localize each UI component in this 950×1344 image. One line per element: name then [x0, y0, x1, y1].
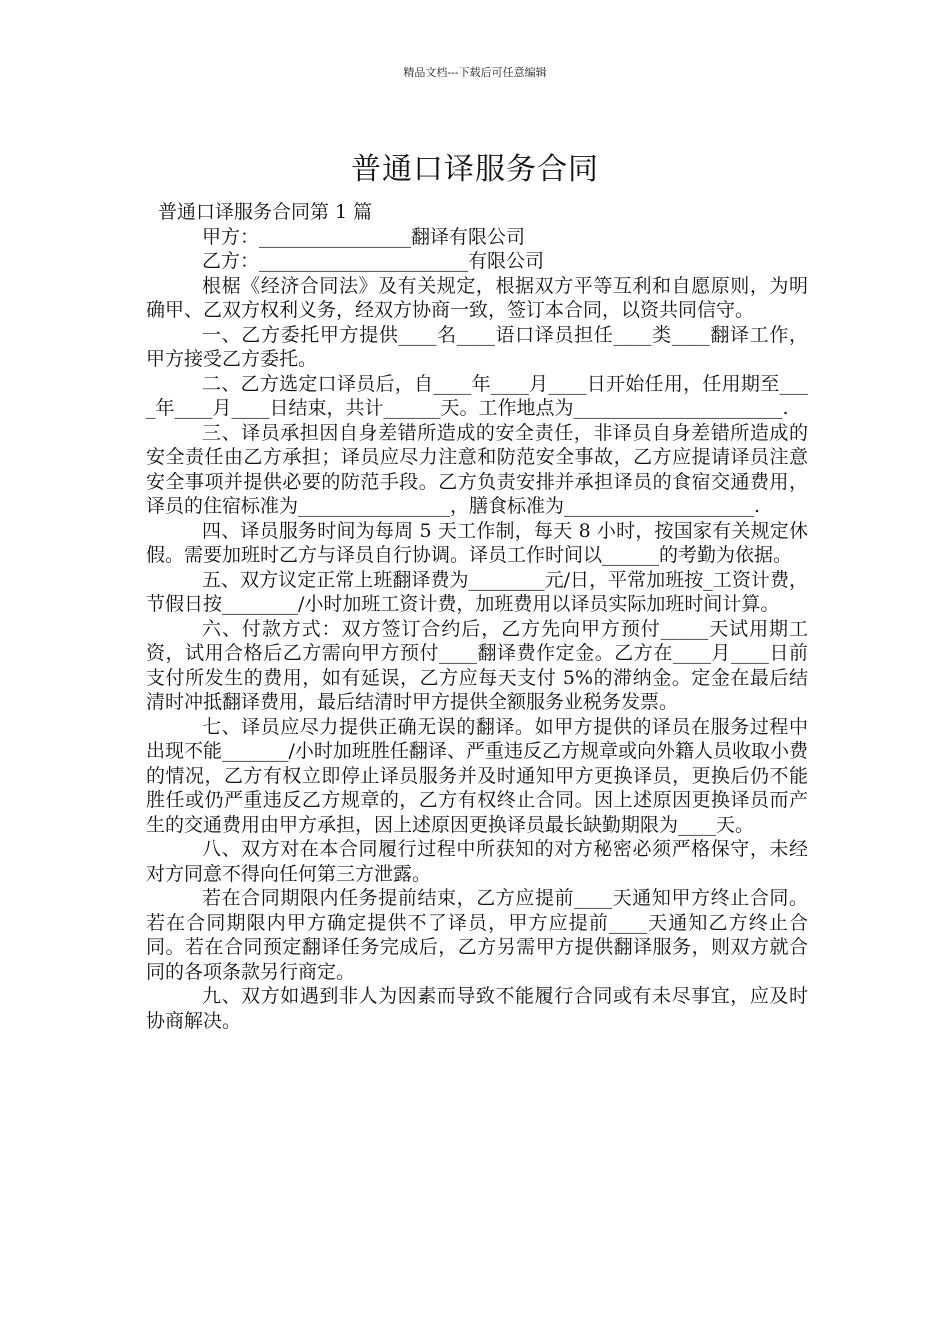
clause-8-continued: 若在合同期限内任务提前结束，乙方应提前____天通知甲方终止合同。若在合同期限内甲方确定提供不了译员，甲方应提前____天通知乙方终止合同。若在合同预定翻译任务完成后，乙方另需甲方提供翻译服务，则双方就合同的各项条款另行商定。	[146, 887, 808, 983]
clause-3: 三、译员承担因自身差错所造成的安全责任，非译员自身差错所造成的安全责任由乙方承担；译员应尽力注意和防范安全事故，乙方应提请译员注意安全事项并提供必要的防范手段。乙方负责安排并承担译员的食宿交通费用，译员的住宿标准为________________，膳食标准为____________________.	[146, 421, 808, 517]
document-subtitle: 普通口译服务合同第 1 篇	[158, 201, 373, 223]
clause-6: 六、付款方式：双方签订合约后，乙方先向甲方预付_____天试用期工资，试用合格后乙方需向甲方预付____翻译费作定金。乙方在____月____日前支付所发生的费用，如有延误，乙方应每天支付 5%的滞纳金。定金在最后结清时冲抵翻译费用，最后结清时甲方提供全额服务业税务发票。	[146, 617, 808, 713]
clause-9: 九、双方如遇到非人为因素而导致不能履行合同或有未尽事宜，应及时协商解决。	[146, 985, 808, 1032]
document-body	[146, 200, 808, 1033]
clause-7: 七、译员应尽力提供正确无误的翻译。如甲方提供的译员在服务过程中出现不能_______/小时加班胜任翻译、严重违反乙方规章或向外籍人员收取小费的情况，乙方有权立即停止译员服务并及时通知甲方更换译员，更换后仍不能胜任或仍严重违反乙方规章的，乙方有权终止合同。因上述原因更换译员而产生的交通费用由甲方承担，因上述原因更换译员最长缺勤期限为____天。	[146, 715, 808, 836]
preamble-paragraph: 根椐《经济合同法》及有关规定，根据双方平等互利和自愿原则，为明确甲、乙双方权利义务，经双方协商一致，签订本合同，以资共同信守。	[146, 274, 808, 321]
page-header: 精品文档---下载后可任意编辑	[403, 66, 547, 79]
clause-2: 二、乙方选定口译员后，自____年____月____日开始任用，任用期至____年____月____日结束，共计______天。工作地点为______________________.	[146, 372, 808, 419]
clause-8: 八、双方对在本合同履行过程中所获知的对方秘密必须严格保守，未经对方同意不得向任何第三方泄露。	[146, 838, 808, 885]
clause-4: 四、译员服务时间为每周 5 天工作制，每天 8 小时，按国家有关规定休假。需要加班时乙方与译员自行协调。译员工作时间以______的考勤为依据。	[146, 519, 808, 566]
clause-1: 一、乙方委托甲方提供____名____语口译员担任____类____翻译工作，甲方接受乙方委托。	[146, 323, 808, 370]
party-b-line: 乙方：______________________有限公司	[202, 250, 545, 272]
document-title: 普通口译服务合同	[351, 152, 599, 188]
clause-5: 五、双方议定正常上班翻译费为________元/日，平常加班按_工资计费，节假日按________/小时加班工资计费，加班费用以译员实际加班时间计算。	[146, 568, 808, 615]
party-a-line: 甲方：________________翻译有限公司	[202, 225, 526, 248]
